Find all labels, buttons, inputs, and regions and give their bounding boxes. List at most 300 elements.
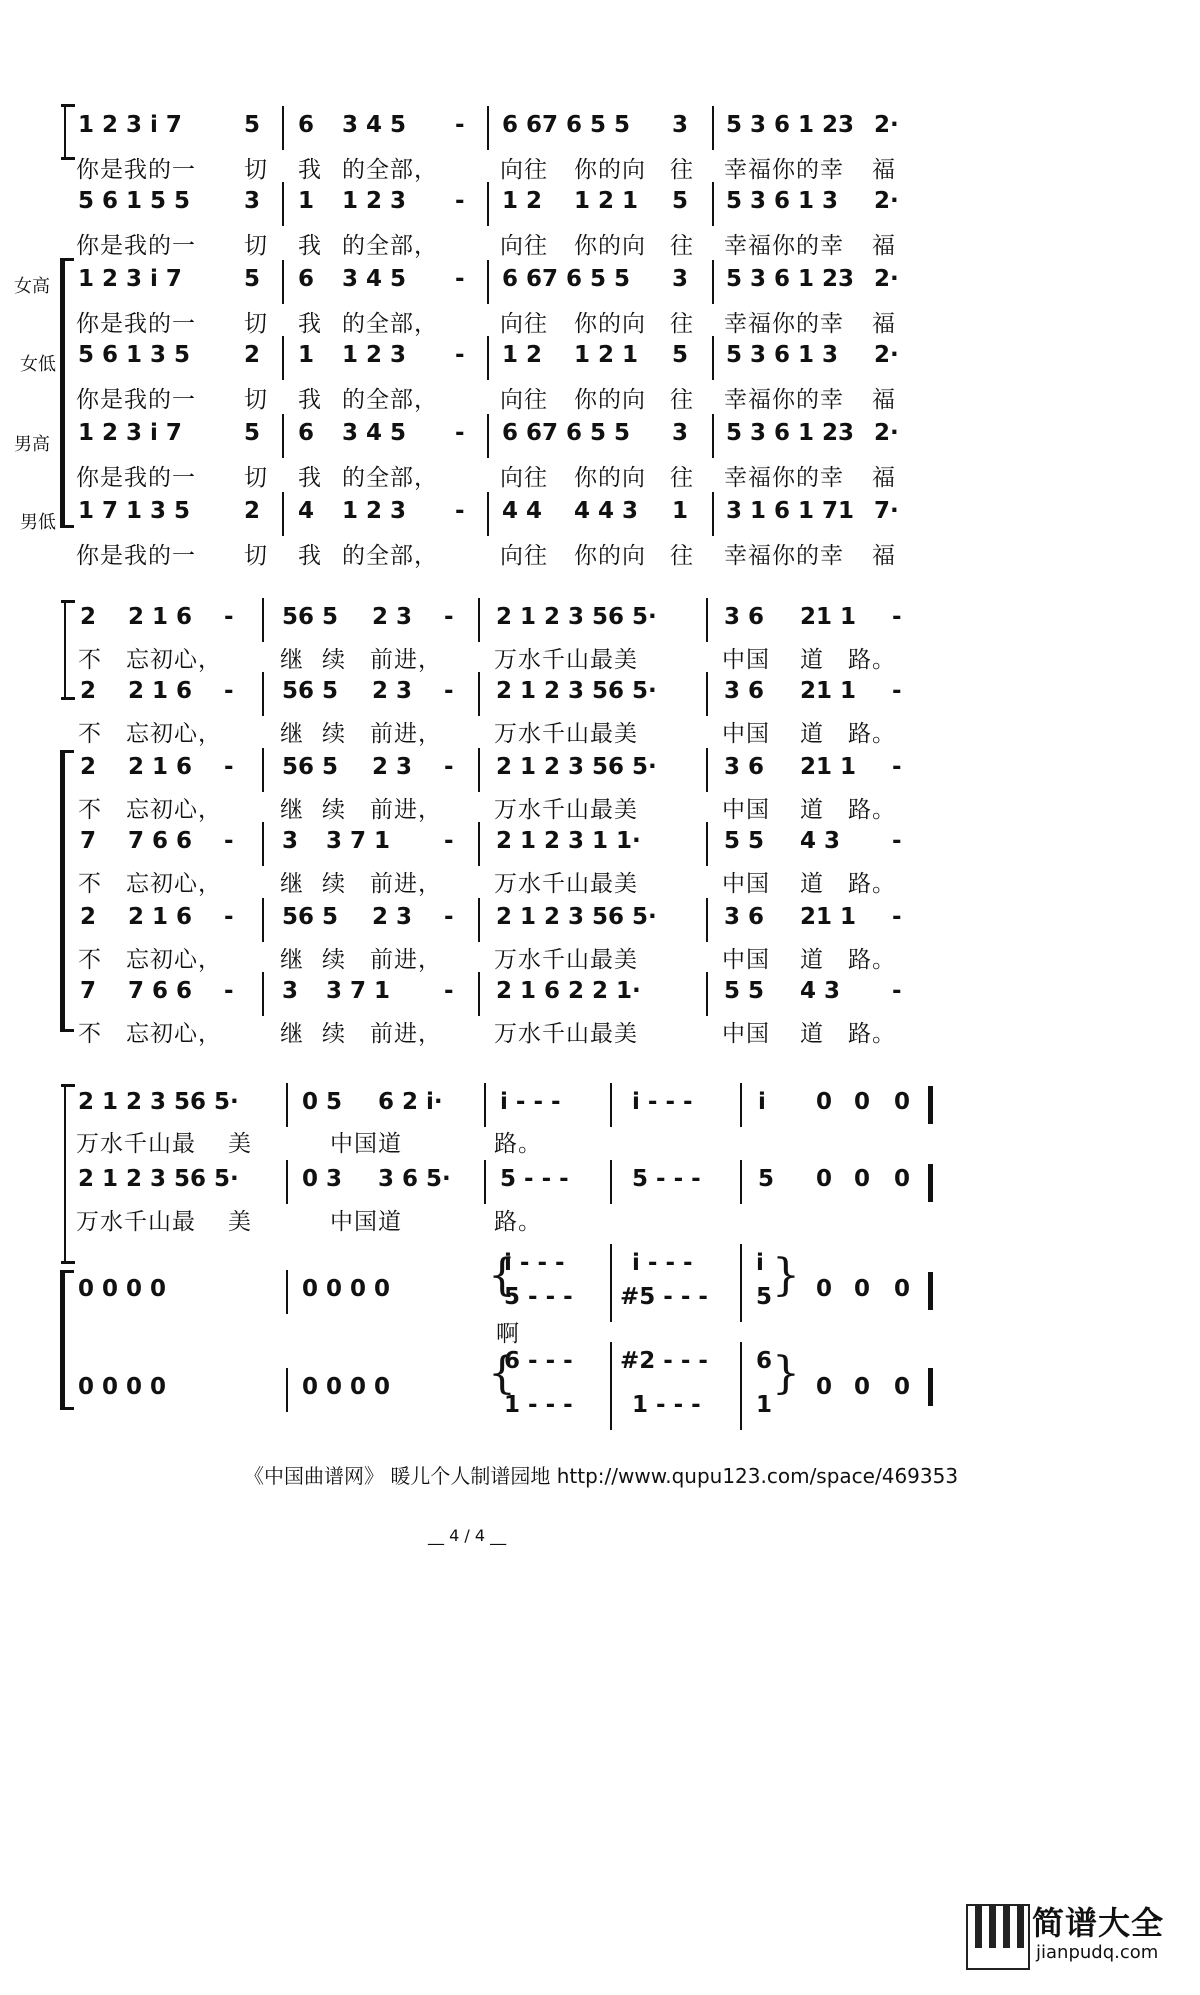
note-cell: 3 (282, 978, 299, 1004)
note-cell: 1 (298, 342, 315, 368)
barline (487, 336, 489, 380)
lyric-cell: 的全部， (342, 465, 438, 491)
barline (286, 1083, 288, 1127)
note-cell: 56 5 (282, 754, 339, 780)
note-cell: 3 (282, 828, 299, 854)
barline (286, 1368, 288, 1412)
barline (610, 1386, 612, 1430)
lyric-cell: 忘初心， (126, 871, 222, 897)
barline (487, 260, 489, 304)
lyric-cell: 我 (298, 543, 322, 569)
lyric-cell: 路。 (848, 797, 896, 823)
note-cell: 6 (756, 1348, 773, 1374)
barline (487, 492, 489, 536)
note-cell: 1 - - - (632, 1392, 701, 1418)
lyric-cell: 忘初心， (126, 947, 222, 973)
note-cell: 5 (244, 420, 261, 446)
lyric-cell: 切 (244, 543, 268, 569)
note-cell: 1 (298, 188, 315, 214)
barline (706, 972, 708, 1016)
note-cell: 7 6 6 (128, 828, 193, 854)
lyric-cell: 我 (298, 311, 322, 337)
choir-bracket-2 (60, 750, 65, 1032)
note-cell: 1 2 3 i 7 (78, 112, 182, 138)
note-cell: - (224, 828, 234, 854)
note-cell: 5 (672, 188, 689, 214)
barline (487, 414, 489, 458)
note-cell: - (892, 978, 902, 1004)
barline (262, 672, 264, 716)
lyric-cell: 不 (78, 1021, 102, 1047)
note-cell: 5 - - - (632, 1166, 701, 1192)
note-cell: 2 (244, 342, 261, 368)
lyric-cell: 福 (872, 233, 896, 259)
note-cell: 0 (816, 1276, 833, 1302)
note-cell: - (455, 266, 465, 292)
lyric-cell: 我 (298, 387, 322, 413)
note-cell: 0 0 0 0 (78, 1276, 167, 1302)
note-cell: - (224, 978, 234, 1004)
note-cell: 7· (874, 498, 899, 524)
lyric-cell: 继 (280, 647, 304, 673)
barline (262, 822, 264, 866)
note-cell: 3 6 (724, 754, 765, 780)
lyric-cell: 万水千山最美 (494, 647, 638, 673)
note-cell: #5 - - - (620, 1284, 708, 1310)
barline (282, 182, 284, 226)
lyric-cell: 万水千山最 (76, 1209, 196, 1235)
lyric-cell: 万水千山最美 (494, 1021, 638, 1047)
lyric-cell: 幸福你的幸 (724, 465, 844, 491)
note-cell: 2 1 2 3 56 5· (496, 754, 657, 780)
note-cell: 6 (298, 420, 315, 446)
barline (478, 972, 480, 1016)
staff-line-3 (64, 1084, 66, 1264)
note-cell: - (892, 904, 902, 930)
lyric-cell: 切 (244, 311, 268, 337)
lyric-cell: 前进， (370, 1021, 442, 1047)
barline (484, 1160, 486, 1204)
note-cell: 2 1 2 3 56 5· (496, 904, 657, 930)
lyric-cell: 继 (280, 1021, 304, 1047)
lyric-cell: 继 (280, 721, 304, 747)
note-cell: 2· (874, 266, 899, 292)
lyric-cell: 中国道 (330, 1131, 402, 1157)
note-cell: 4 3 (800, 828, 841, 854)
note-cell: - (444, 978, 454, 1004)
note-cell: 0 0 0 0 (302, 1276, 391, 1302)
note-cell: 7 (80, 828, 97, 854)
s2-row4-notes (0, 828, 1200, 854)
barline (610, 1160, 612, 1204)
choir-bracket-3 (60, 1270, 65, 1410)
barline (610, 1278, 612, 1322)
note-cell: 0 (894, 1089, 911, 1115)
barline (712, 182, 714, 226)
lyric-cell: 忘初心， (126, 1021, 222, 1047)
note-cell: 3 6 5· (378, 1166, 451, 1192)
lyric-cell: 的全部， (342, 387, 438, 413)
note-cell: 56 5 (282, 904, 339, 930)
note-cell: 5 5 (724, 978, 765, 1004)
lyric-cell: 中国道 (330, 1209, 402, 1235)
s3-row1-lyric (0, 1131, 1200, 1157)
s3-row1-notes (0, 1089, 1200, 1115)
barline (706, 898, 708, 942)
lyric-cell: 你是我的一 (76, 233, 196, 259)
note-cell: 1 2 3 (342, 342, 407, 368)
lyric-cell: 前进， (370, 647, 442, 673)
barline (740, 1278, 742, 1322)
lyric-cell: 万水千山最美 (494, 871, 638, 897)
note-cell: 7 (80, 978, 97, 1004)
lyric-cell: 不 (78, 797, 102, 823)
lyric-cell: 福 (872, 387, 896, 413)
barline (740, 1083, 742, 1127)
note-cell: 5 3 6 1 3 (726, 342, 839, 368)
note-cell: 2 (80, 754, 97, 780)
note-cell: 1 2 1 (574, 342, 639, 368)
s1-row1-lyric (0, 157, 1200, 183)
lyric-cell: 往 (670, 543, 694, 569)
s2-row5-lyric (0, 947, 1200, 973)
lyric-cell: 道 (800, 1021, 824, 1047)
lyric-cell: 你的向 (574, 465, 646, 491)
s3-row2-lyric (0, 1209, 1200, 1235)
lyric-cell: 你是我的一 (76, 465, 196, 491)
note-cell: 2 (80, 904, 97, 930)
note-cell: - (444, 604, 454, 630)
lyric-cell: 往 (670, 157, 694, 183)
lyric-cell: 前进， (370, 721, 442, 747)
lyric-cell: 续 (322, 1021, 346, 1047)
note-cell: 3 4 5 (342, 112, 407, 138)
lyric-cell: 忘初心， (126, 721, 222, 747)
final-barline (928, 1164, 933, 1202)
lyric-cell: 继 (280, 947, 304, 973)
note-cell: - (892, 604, 902, 630)
note-cell: 0 0 0 0 (302, 1374, 391, 1400)
barline (286, 1270, 288, 1314)
note-cell: 1 2 (502, 188, 543, 214)
lyric-cell: 往 (670, 233, 694, 259)
piano-icon (966, 1904, 1030, 1970)
lyric-cell: 你的向 (574, 387, 646, 413)
note-cell: 5 3 6 1 23 (726, 420, 855, 446)
lyric-cell: 向往 (500, 233, 548, 259)
lyric-cell: 道 (800, 797, 824, 823)
lyric-cell: 我 (298, 465, 322, 491)
note-cell: 2 3 (372, 754, 413, 780)
page-number: __ 4 / 4 __ (428, 1526, 507, 1545)
lyric-cell: 前进， (370, 871, 442, 897)
voice-label-soprano: 女高 (14, 276, 50, 297)
lyric-cell: 切 (244, 387, 268, 413)
note-cell: - (892, 678, 902, 704)
lyric-cell: 路。 (848, 947, 896, 973)
barline (478, 672, 480, 716)
note-cell: 2 (80, 678, 97, 704)
note-cell: 1 7 1 3 5 (78, 498, 191, 524)
lyric-cell: 你的向 (574, 157, 646, 183)
lyric-cell: 中国 (722, 947, 770, 973)
lyric-cell: 切 (244, 233, 268, 259)
note-cell: 1 2 3 (342, 188, 407, 214)
barline (610, 1342, 612, 1386)
staff-line-1 (64, 104, 66, 160)
note-cell: 5 (758, 1166, 775, 1192)
lyric-cell: 美 (228, 1131, 252, 1157)
final-barline (928, 1272, 933, 1310)
lyric-cell: 续 (322, 947, 346, 973)
lyric-cell: 的全部， (342, 543, 438, 569)
note-cell: 2 1 6 (128, 604, 193, 630)
lyric-cell: 道 (800, 871, 824, 897)
lyric-cell: 中国 (722, 871, 770, 897)
note-cell: 5 3 6 1 23 (726, 266, 855, 292)
note-cell: #2 - - - (620, 1348, 708, 1374)
barline (712, 336, 714, 380)
choir-bracket-1 (60, 258, 65, 528)
lyric-cell: 道 (800, 721, 824, 747)
barline (712, 414, 714, 458)
lyric-cell: 向往 (500, 543, 548, 569)
lyric-cell: 你的向 (574, 233, 646, 259)
note-cell: - (444, 828, 454, 854)
s3-ah-lyric (0, 1321, 1200, 1347)
note-cell: i - - - (632, 1250, 693, 1276)
note-cell: i (756, 1250, 764, 1276)
lyric-cell: 前进， (370, 797, 442, 823)
lyric-cell: 向往 (500, 387, 548, 413)
lyric-cell: 不 (78, 647, 102, 673)
brace-icon: { (488, 1250, 516, 1301)
lyric-cell: 切 (244, 465, 268, 491)
brace-close-icon: } (772, 1250, 800, 1301)
note-cell: 2 1 6 (128, 754, 193, 780)
note-cell: 5 (672, 342, 689, 368)
lyric-cell: 路。 (494, 1131, 542, 1157)
barline (487, 106, 489, 150)
note-cell: 0 (894, 1374, 911, 1400)
note-cell: 1 2 (502, 342, 543, 368)
barline (282, 106, 284, 150)
lyric-cell: 继 (280, 797, 304, 823)
s1-row3-lyric (0, 311, 1200, 337)
note-cell: 5 (756, 1284, 773, 1310)
lyric-cell: 啊 (496, 1321, 520, 1347)
note-cell: 3 7 1 (326, 978, 391, 1004)
note-cell: - (224, 754, 234, 780)
note-cell: - (224, 904, 234, 930)
note-cell: 5 6 1 5 5 (78, 188, 191, 214)
lyric-cell: 路。 (494, 1209, 542, 1235)
s3-row4-notes-upper (0, 1348, 1200, 1400)
note-cell: 0 (816, 1089, 833, 1115)
note-cell: - (224, 678, 234, 704)
voice-label-bass: 男低 (20, 512, 56, 533)
note-cell: 4 (298, 498, 315, 524)
barline (282, 492, 284, 536)
s3-row3-notes-upper (0, 1250, 1200, 1302)
note-cell: 2 1 6 2 2 1· (496, 978, 641, 1004)
note-cell: 3 (672, 420, 689, 446)
note-cell: 56 5 (282, 604, 339, 630)
barline (262, 748, 264, 792)
lyric-cell: 道 (800, 947, 824, 973)
note-cell: 3 4 5 (342, 420, 407, 446)
s2-row5-notes (0, 904, 1200, 930)
note-cell: i - - - (504, 1250, 565, 1276)
note-cell: 3 (672, 266, 689, 292)
lyric-cell: 忘初心， (126, 647, 222, 673)
note-cell: 2 1 2 3 56 5· (78, 1089, 239, 1115)
barline (484, 1083, 486, 1127)
note-cell: 2 1 2 3 56 5· (496, 678, 657, 704)
s3-row4-notes-lower (0, 1392, 1200, 1418)
lyric-cell: 万水千山最美 (494, 947, 638, 973)
note-cell: 3 6 (724, 904, 765, 930)
barline (262, 972, 264, 1016)
note-cell: 1 (756, 1392, 773, 1418)
note-cell: - (224, 604, 234, 630)
note-cell: 6 (298, 266, 315, 292)
lyric-cell: 路。 (848, 647, 896, 673)
lyric-cell: 中国 (722, 647, 770, 673)
note-cell: 0 0 0 0 (78, 1374, 167, 1400)
barline (706, 822, 708, 866)
lyric-cell: 万水千山最美 (494, 797, 638, 823)
note-cell: 3 6 (724, 604, 765, 630)
note-cell: 0 (854, 1374, 871, 1400)
note-cell: 5 - - - (500, 1166, 569, 1192)
note-cell: 0 (894, 1166, 911, 1192)
note-cell: 5 3 6 1 3 (726, 188, 839, 214)
lyric-cell: 中国 (722, 721, 770, 747)
note-cell: 2 3 (372, 604, 413, 630)
lyric-cell: 我 (298, 157, 322, 183)
barline (282, 336, 284, 380)
note-cell: 4 4 (502, 498, 543, 524)
voice-label-tenor: 男高 (14, 434, 50, 455)
note-cell: 1 2 1 (574, 188, 639, 214)
note-cell: - (455, 342, 465, 368)
lyric-cell: 续 (322, 647, 346, 673)
lyric-cell: 向往 (500, 157, 548, 183)
lyric-cell: 忘初心， (126, 797, 222, 823)
lyric-cell: 你是我的一 (76, 543, 196, 569)
s1-row2-lyric (0, 233, 1200, 259)
note-cell: 21 1 (800, 678, 857, 704)
note-cell: 4 4 3 (574, 498, 639, 524)
note-cell: 3 1 6 1 71 (726, 498, 855, 524)
note-cell: i - - - (500, 1089, 561, 1115)
barline (286, 1160, 288, 1204)
s1-row5-lyric (0, 465, 1200, 491)
barline (712, 492, 714, 536)
lyric-cell: 幸福你的幸 (724, 233, 844, 259)
lyric-cell: 福 (872, 543, 896, 569)
note-cell: 6 67 6 5 5 (502, 420, 631, 446)
lyric-cell: 你是我的一 (76, 311, 196, 337)
barline (282, 414, 284, 458)
note-cell: i - - - (632, 1089, 693, 1115)
s2-row1-notes (0, 604, 1200, 630)
note-cell: 5 5 (724, 828, 765, 854)
lyric-cell: 路。 (848, 1021, 896, 1047)
lyric-cell: 你是我的一 (76, 157, 196, 183)
note-cell: 2 (244, 498, 261, 524)
s1-row1-notes (0, 112, 1200, 138)
barline (712, 106, 714, 150)
lyric-cell: 美 (228, 1209, 252, 1235)
note-cell: 3 4 5 (342, 266, 407, 292)
lyric-cell: 续 (322, 797, 346, 823)
note-cell: 21 1 (800, 754, 857, 780)
site-logo (966, 1900, 1190, 1990)
barline (740, 1342, 742, 1386)
note-cell: 1 2 3 (342, 498, 407, 524)
s2-row6-notes (0, 978, 1200, 1004)
note-cell: - (444, 678, 454, 704)
note-cell: - (444, 754, 454, 780)
barline (262, 898, 264, 942)
s2-row3-lyric (0, 797, 1200, 823)
s2-row4-lyric (0, 871, 1200, 897)
final-barline (928, 1368, 933, 1406)
lyric-cell: 的全部， (342, 157, 438, 183)
s1-row4-lyric (0, 387, 1200, 413)
note-cell: 2 1 2 3 56 5· (78, 1166, 239, 1192)
s2-row6-lyric (0, 1021, 1200, 1047)
brace-icon: { (488, 1348, 516, 1399)
note-cell: - (444, 904, 454, 930)
lyric-cell: 福 (872, 157, 896, 183)
note-cell: 6 67 6 5 5 (502, 112, 631, 138)
lyric-cell: 往 (670, 465, 694, 491)
note-cell: 0 (894, 1276, 911, 1302)
lyric-cell: 不 (78, 947, 102, 973)
note-cell: 2 1 2 3 1 1· (496, 828, 641, 854)
note-cell: 3 7 1 (326, 828, 391, 854)
note-cell: 5 (244, 112, 261, 138)
s2-row1-lyric (0, 647, 1200, 673)
final-barline (928, 1086, 933, 1124)
note-cell: 21 1 (800, 904, 857, 930)
lyric-cell: 切 (244, 157, 268, 183)
logo-title: 简谱大全 (1032, 1904, 1165, 1942)
lyric-cell: 道 (800, 647, 824, 673)
s2-row2-lyric (0, 721, 1200, 747)
lyric-cell: 你的向 (574, 543, 646, 569)
barline (478, 898, 480, 942)
lyric-cell: 往 (670, 387, 694, 413)
barline (478, 748, 480, 792)
note-cell: i (758, 1089, 766, 1115)
s1-row6-lyric (0, 543, 1200, 569)
note-cell: 2· (874, 342, 899, 368)
staff-line-2 (64, 600, 66, 700)
barline (706, 598, 708, 642)
lyric-cell: 继 (280, 871, 304, 897)
lyric-cell: 路。 (848, 871, 896, 897)
note-cell: 3 (672, 112, 689, 138)
note-cell: 5 6 1 3 5 (78, 342, 191, 368)
note-cell: - (455, 112, 465, 138)
note-cell: 6 - - - (504, 1348, 573, 1374)
note-cell: 3 (244, 188, 261, 214)
note-cell: - (892, 754, 902, 780)
